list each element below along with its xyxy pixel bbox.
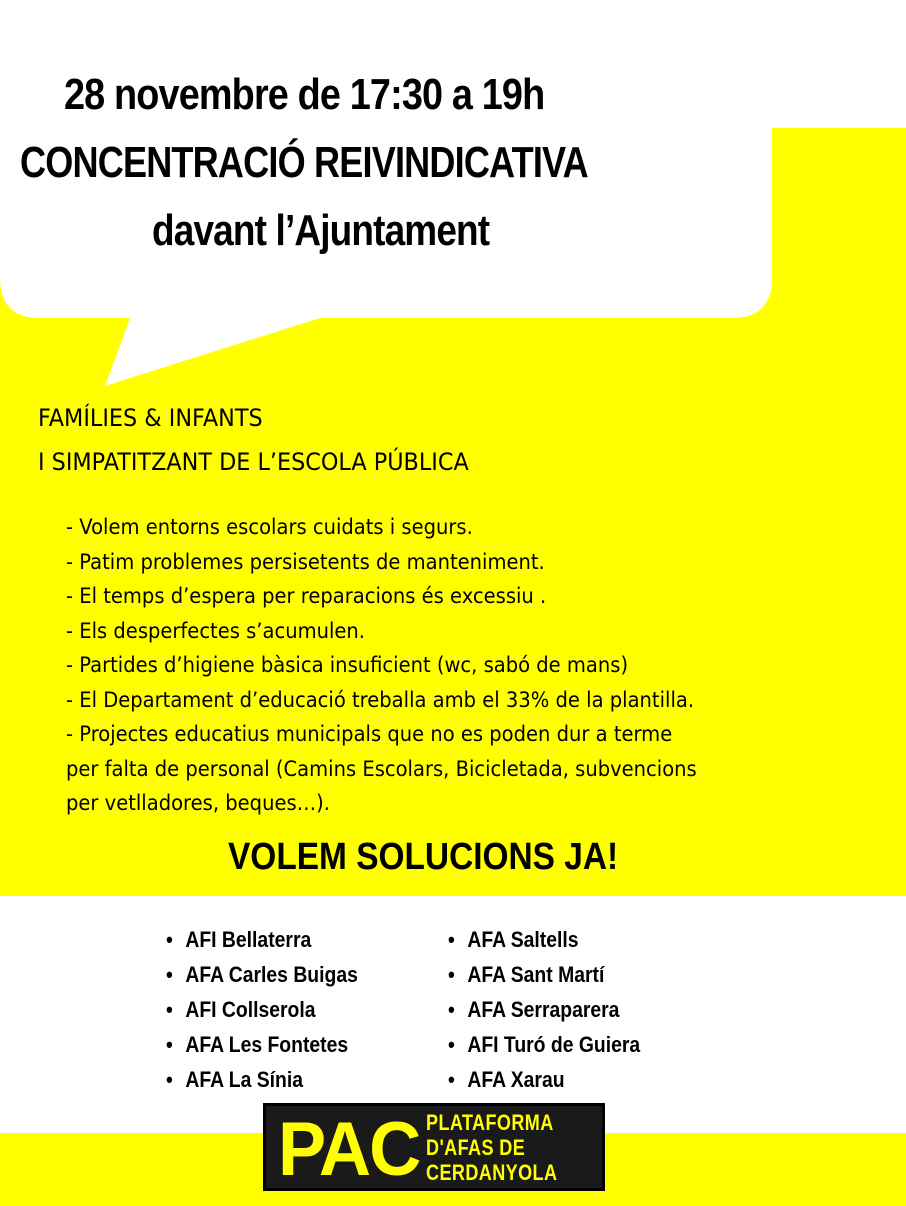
demand-item: - Projectes educatius municipals que no es poden dur a terme [66, 722, 673, 746]
demands-list [66, 510, 810, 821]
association-item: • AFI Turó de Guiera [448, 1027, 640, 1062]
pac-logo [263, 1103, 605, 1191]
logo-line-2: D'AFAS DE [426, 1135, 526, 1160]
association-item: • AFA Carles Buigas [166, 957, 358, 992]
association-item: • AFA Sant Martí [448, 957, 640, 992]
association-item: • AFA Xarau [448, 1062, 640, 1097]
association-item: • AFI Bellaterra [166, 922, 358, 957]
audience-line-2: I SIMPATITZANT DE L’ESCOLA PÚBLICA [38, 448, 469, 476]
demand-item: - El Departament d’educació treballa amb el 33% de la plantilla. [66, 687, 695, 712]
demand-item: - Patim problemes persisetents de manteniment. [66, 549, 545, 574]
logo-org-name [426, 1110, 569, 1185]
associations-list-right [448, 922, 640, 1097]
association-item: • AFA Saltells [448, 922, 640, 957]
audience-line-1: FAMÍLIES & INFANTS [38, 404, 263, 432]
demand-item: per falta de personal (Camins Escolars, Bicicletada, subvencions [66, 756, 697, 781]
association-item: • AFI Collserola [166, 992, 358, 1027]
speech-bubble [0, 0, 906, 400]
call-to-action: VOLEM SOLUCIONS JA! [228, 836, 619, 878]
demand-item: - El temps d’espera per reparacions és excessiu . [66, 584, 547, 608]
logo-line-3: CERDANYOLA [426, 1160, 558, 1185]
audience-intro [38, 396, 469, 484]
demand-item: - Els desperfectes s’acumulen. [66, 618, 366, 643]
demand-item: per vetlladores, beques…). [66, 791, 330, 815]
logo-acronym: PAC [278, 1107, 420, 1192]
event-date-time: 28 novembre de 17:30 a 19h [64, 70, 545, 119]
association-item: • AFA Serraparera [448, 992, 640, 1027]
association-item: • AFA Les Fontetes [166, 1027, 358, 1062]
logo-line-1: PLATAFORMA [426, 1110, 554, 1135]
association-item: • AFA La Sínia [166, 1062, 358, 1097]
event-title: CONCENTRACIÓ REIVINDICATIVA [20, 138, 588, 187]
demand-item: - Volem entorns escolars cuidats i segurs. [66, 515, 473, 539]
associations-list-left [166, 922, 358, 1097]
event-location: davant l’Ajuntament [152, 206, 490, 255]
demand-item: - Partides d’higiene bàsica insuficient (wc, sabó de mans) [66, 653, 629, 677]
